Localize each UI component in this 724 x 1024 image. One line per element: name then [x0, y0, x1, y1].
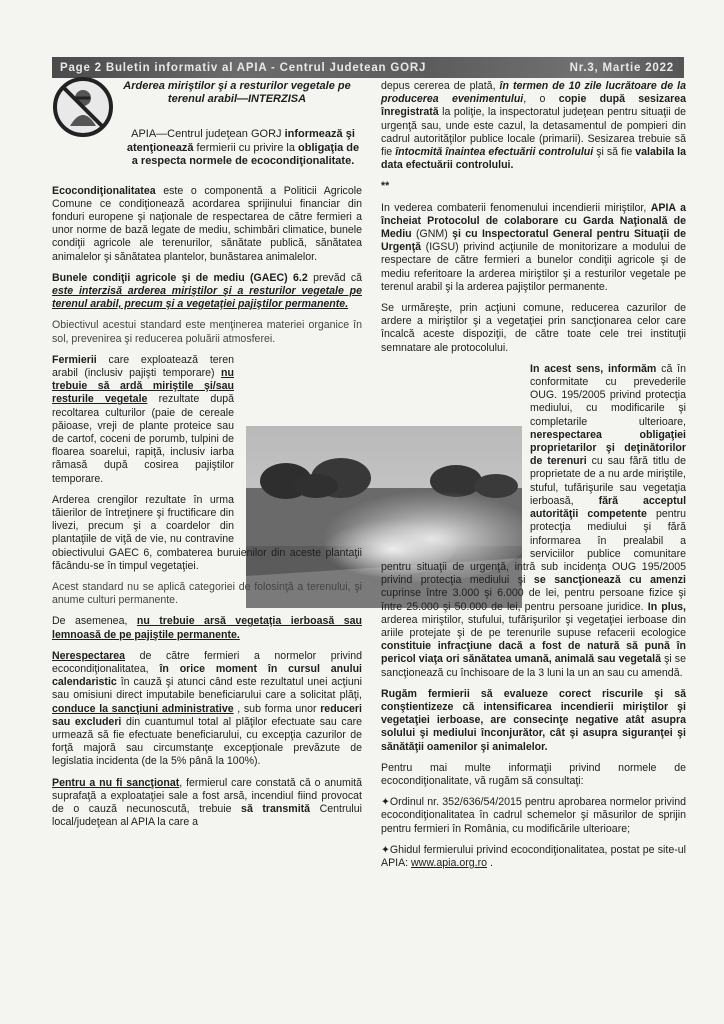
page-header	[52, 57, 684, 78]
list-item-ordin: ✦Ordinul nr. 352/636/54/2015 pentru aprobarea normelor privind ecocondiţionalitatea în cadrul schemelor şi măsurilor de sprijin pentru fermieri în România, cu modificările ulterioare;	[381, 796, 686, 835]
para-rugam: Rugăm fermierii să evalueze corect riscurile şi să conştientizeze că intensificarea incendierii miriştilor şi vegetaţiei ierboase, are consecinţe negative atât asupra solului şi mediului înconjurător, cât şi asupra siguranţei şi sănătăţii oamenilor şi animalelor.	[381, 687, 686, 753]
para-ecoconditionalitate: Ecocondiţionalitatea este o componentă a Politicii Agricole Comune ce condiţionează acordarea sprijinului financiar din fonduri europene şi naţionale de respectarea de către fermieri a unor norme de bază legate de mediu, schimbări climatice, bunele condiţii agricole ale terenurilor, sănătate publică, sănătatea animalelor şi sănătatea plantelor, bunăstarea animalelor.	[52, 184, 362, 263]
para-termen: depus cererea de plată, în termen de 10 zile lucrătoare de la producerea evenimentului, o copie după sesizarea înregistrată la poliţie, la inspectoratul judeţean pentru situaţii de urgenţă sau, unde este cazul, la detasamentul de pompieri din cadrul autorităţilor publice locale (primarii). Sesizarea trebuie să fie întocmită înaintea efectuării controlului şi să fie valabila la data efectuării controlului.	[381, 80, 686, 172]
list-item-ghid: ✦Ghidul fermierului privind ecocondiţionalitatea, postat pe site-ul APIA: www.apia.org.ro .	[381, 843, 686, 869]
right-column	[381, 80, 686, 878]
article-title: Arderea miriştilor şi a resturilor vegetale pe terenul arabil—INTERZISA	[123, 80, 351, 105]
no-burning-icon	[52, 76, 114, 138]
para-mai-multe: Pentru mai multe informaţii privind normele de ecocondiţionalitate, vă rugăm să consultaţi:	[381, 761, 686, 787]
intro-text: APIA—Centrul judeţean GORJ informează şi atenţionează fermierii cu privire la obligaţia de a respecta normele de ecocondiţionalitate.	[126, 128, 360, 167]
para-fermierii: Fermierii care exploatează teren arabil (inclusiv pajişti temporare) nu trebuie să ardă miriştile şi/sau resturile vegetale rezultate după recoltarea culturilor (paie de cereale păioase, vreji de plante proteice sau de cartof, coceni de porumb, tulpini de floarea soarelui, rapiţă, inclusiv iarba rămasă după cosirea pajiştilor temporare.	[52, 353, 234, 485]
photo-spacer-right	[381, 363, 522, 556]
bullet-icon: ✦	[381, 796, 390, 809]
para-nerespectarea: Nerespectarea de către fermieri a normelor privind ecocondiţionalitatea, în orice moment în cursul anului calendaristic în cauză şi atunci când este rezultatul unei acţiuni sau omisiuni direct imputabile beneficiarului care a solicitat plăţi, conduce la sancţiuni administrative , sub forma unor reduceri sau excluderi din cuantumul total al plăţilor efectuate sau care urmează să fie efectuate beneficiarului, cu excepţia cazurilor de forţă majoră sau circumstanţe excepţionale prevăzute de legislatia incidenta (de la 5% până la 100%).	[52, 649, 363, 768]
para-obiectiv: Obiectivul acestui standard este menţinerea materiei organice în sol, prevenirea şi reducerea poluării atmosferei.	[52, 319, 362, 345]
separator-stars: **	[381, 180, 390, 193]
header-title: Page 2 Buletin informativ al APIA - Centrul Judetean GORJ	[60, 61, 427, 74]
para-protocol: In vederea combaterii fenomenului incendierii miriştilor, APIA a încheiat Protocolul de colaborare cu Garda Naţională de Mediu (GNM) şi cu Inspectoratul General pentru Situaţii de Urgenţă (IGSU) privind acţiunile de monitorizare a modului de respectare de către fermieri a bunelor condiţii agricole şi de mediu referitoare la arderea miriştilor şi a resturilor vegetale pe terenul arabil şi la arderea pajiştilor permanente.	[381, 201, 686, 293]
photo-spacer	[242, 354, 362, 536]
bullet-icon: ✦	[381, 843, 390, 856]
para-sanctiuni: In acest sens, informăm că în conformitate cu prevederile OUG. 195/2005 privind protecţia mediului, cu modificarile şi completarile ulterioare, nerespectarea obligaţiei proprietarilor şi deţinătorilor de terenuri cu sau fără titlu de proprietate de a nu arde miriştile, stuful, tufărişurile sau vegetaţia ierboasă, fără acceptul autorităţii competente pentru protecţia mediului şi fără informarea în prealabil a serviciilor publice comunitare pentru situaţii de urgenţă, intră sub incidenţa OUG 195/2005 privind protecţia mediului şi se sancţionează cu amenzi cuprinse între 3.000 şi 6.000 de lei, pentru persoane fizice şi între 25.000 şi 50.000 de lei, pentru persoane juridice. In plus, arderea miriştilor, stufului, tufărişurilor şi vegetaţiei ierboase din ariile protejate şi de pe terenurile supuse refacerii ecologice constituie infracţiune dacă a fost de natură să pună în pericol viaţa ori sănătatea umană, animală sau vegetală şi se sancţionează cu închisoare de la 3 luni la un an sau cu amendă.	[381, 362, 687, 679]
para-nu-fi-sanctionat: Pentru a nu fi sancţionat, fermierul care constată că o anumită suprafaţă a exploataţiei sale a fost arsă, incendiul fiind provocat de o cauză necunoscută, trebuie să transmită Centrului local/judeţean al APIA la care a	[52, 776, 363, 829]
apia-link[interactable]: www.apia.org.ro	[411, 856, 487, 869]
para-gaec: Bunele condiţii agricole şi de mediu (GAEC) 6.2 prevăd că este interzisă arderea miriştilor şi a resturilor vegetale pe terenul arabil, precum şi a vegetaţiei pajiştilor permanente.	[52, 271, 363, 311]
left-column	[52, 80, 362, 837]
para-arderea-crengilor: Arderea crengilor rezultate în urma tăierilor de întreţinere şi fructificare din livezi, precum şi a coardelor din plantaţiile de viţă de vie, nu contravine obiectivului GAEC 6, combaterea buruienilor din aceste plantaţii făcându-se în timpul vegetaţiei.	[52, 493, 362, 572]
para-actiuni-comune: Se urmăreşte, prin acţiuni comune, reducerea cazurilor de ardere a miriştilor şi a vegetaţiei prin sancţionarea celor care încalcă aceste dispoziţii, de către toate cele trei instituţii semnatare ale protocolului.	[381, 302, 686, 354]
para-asemenea: De asemenea, nu trebuie arsă vegetaţia ierboasă sau lemnoasă de pe pajiştile permanente.	[52, 615, 362, 641]
header-issue: Nr.3, Martie 2022	[569, 61, 674, 74]
para-standard: Acest standard nu se aplică categoriei de folosinţă a terenului, şi anume culturi permanente.	[52, 580, 362, 607]
